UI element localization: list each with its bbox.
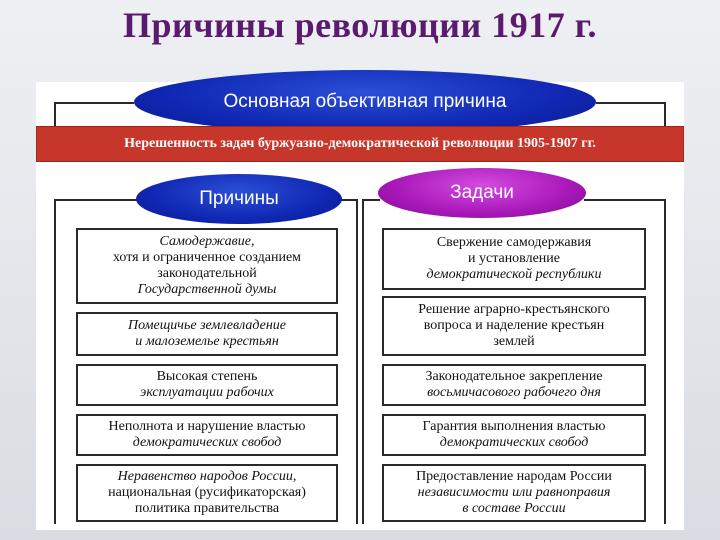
task-text: и установление [467,251,561,266]
top-bracket-left [54,102,134,104]
cause-text: Неравенство народов России, [117,469,297,484]
tasks-ellipse: Задачи [378,168,586,218]
task-text: демократических свобод [439,435,589,450]
cause-text: хотя и ограниченное созданием [112,250,302,265]
task-box-guarantee [382,414,646,456]
cause-text: Самодержавие, [159,234,255,249]
cause-text: эксплуатации рабочих [140,385,274,400]
main-cause-bar: Нерешенность задач буржуазно-демократической революции 1905-1907 гг. [36,126,684,162]
task-box-overthrow [382,228,646,290]
page-title: Причины революции 1917 г. [122,5,598,45]
task-text: Гарантия выполнения властью [422,419,606,434]
task-text: Решение аграрно-крестьянского [418,302,610,317]
cause-box-land [76,312,338,356]
task-box-workday [382,364,646,406]
task-text: Свержение самодержавия [436,235,592,250]
task-text: вопроса и наделение крестьян [423,318,605,333]
top-bracket-right-drop [664,102,666,128]
cause-text: Высокая степень [156,369,258,384]
task-text: Законодательное закрепление [425,369,603,384]
task-text: Предоставление народам России [416,469,612,484]
causes-bracket-right [356,199,358,524]
cause-text: политика правительства [134,501,280,516]
task-text: в составе России [462,501,566,516]
tasks-bracket-top-right [584,199,666,201]
cause-text: Неполнота и нарушение властью [108,419,306,434]
causes-ellipse: Причины [136,174,342,224]
cause-box-exploitation [76,364,338,406]
cause-text: и малоземелье крестьян [135,334,279,349]
causes-bracket-top-left [54,199,138,201]
cause-box-autocracy [76,228,338,304]
top-bracket-left-drop [54,102,56,128]
causes-bracket-left [54,199,56,524]
cause-box-freedoms [76,414,338,456]
cause-text: законодательной [157,266,257,281]
task-text: восьмичасового рабочего дня [427,385,601,400]
task-text: независимости или равноправия [417,485,611,500]
cause-box-nations [76,464,338,522]
cause-text: Помещичье землевладение [128,318,286,333]
cause-text: национальная (русификаторская) [108,485,306,500]
tasks-bracket-right [664,199,666,524]
task-text: демократической республики [426,267,602,282]
top-bracket-right [596,102,666,104]
task-box-agrarian [382,296,646,356]
cause-text: демократических свобод [132,435,282,450]
task-text: землей [493,334,535,349]
tasks-bracket-left [362,199,364,524]
main-cause-ellipse: Основная объективная причина [134,70,596,134]
cause-text: Государственной думы [137,282,277,297]
tasks-bracket-top-left [362,199,380,201]
task-box-independence [382,464,646,522]
